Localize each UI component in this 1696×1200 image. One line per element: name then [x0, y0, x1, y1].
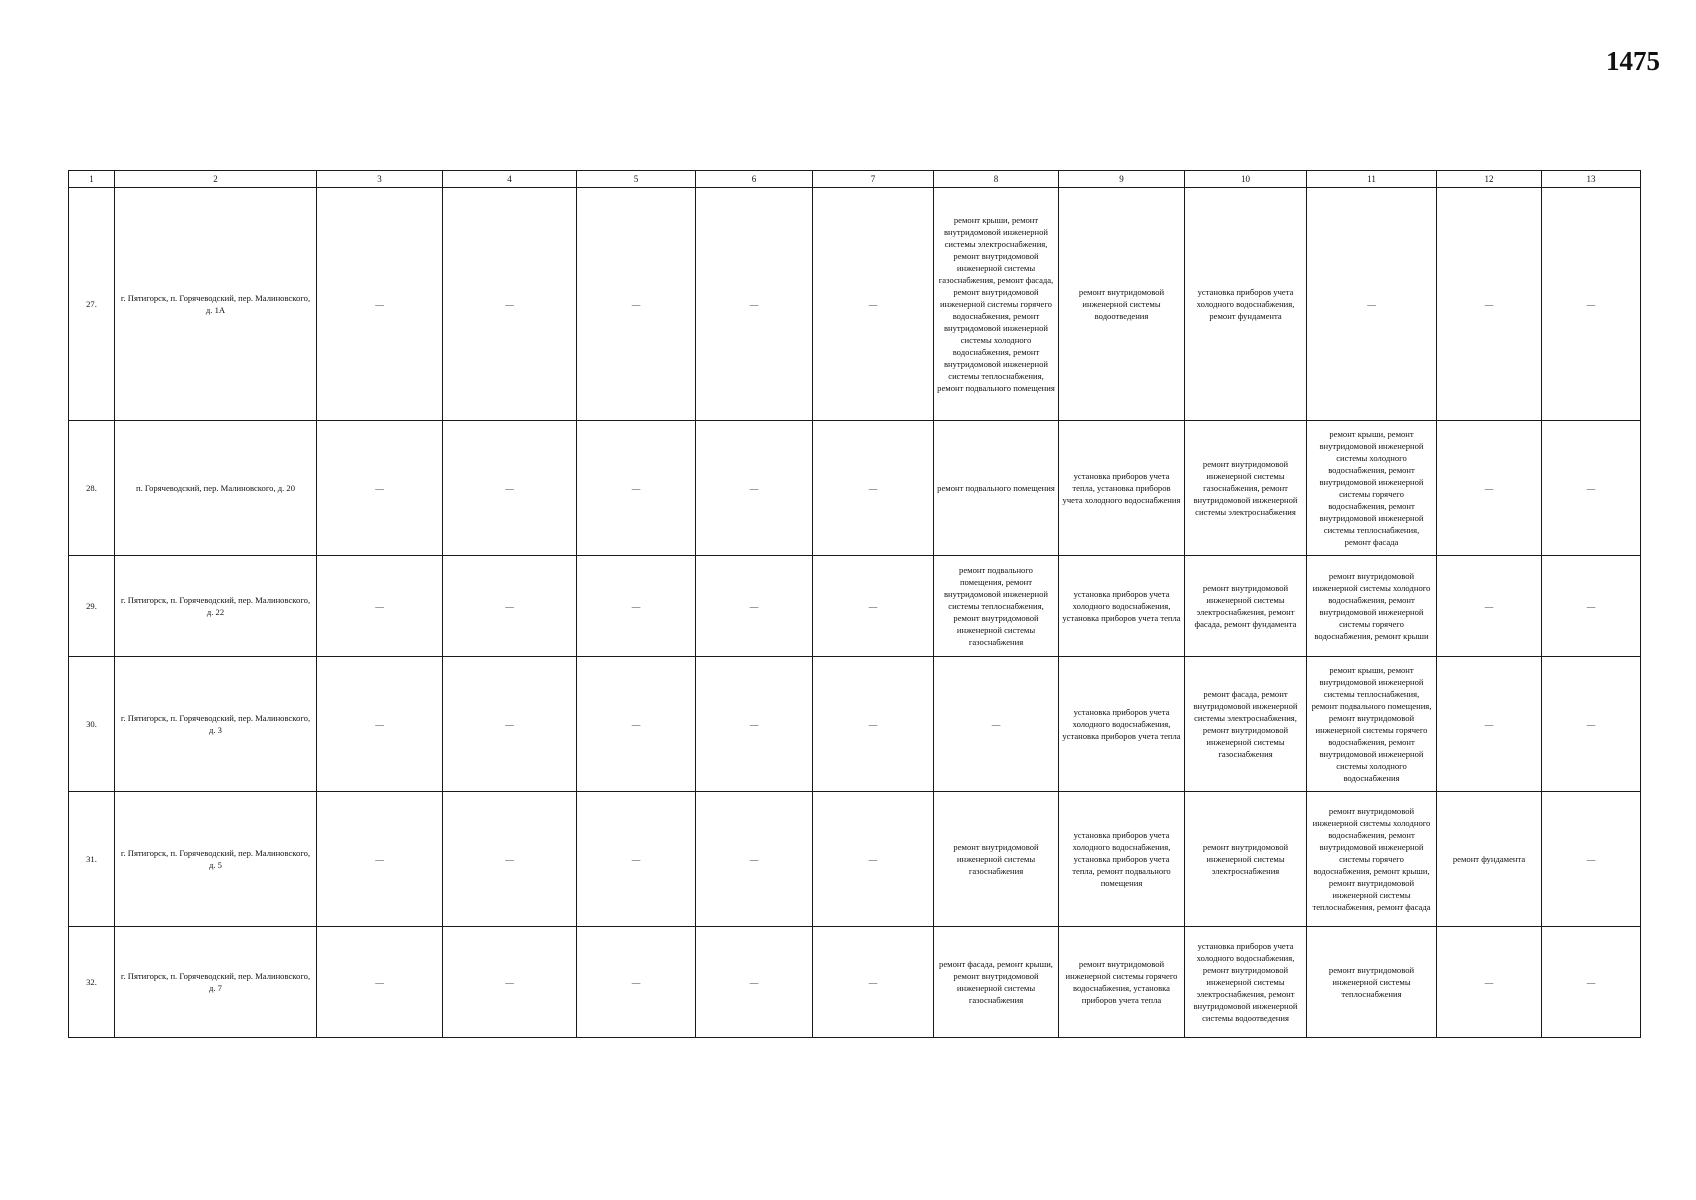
works-cell: ремонт крыши, ремонт внутридомовой инженерной системы холодного водоснабжения, ремонт внутридомовой инженерной системы горячего водоснабжения, ремонт внутридомовой инженерной системы теплоснабжения, ремонт фасада [1307, 421, 1437, 556]
dash-cell: — [696, 657, 813, 792]
works-cell: ремонт подвального помещения, ремонт внутридомовой инженерной системы теплоснабжения, ремонт внутридомовой инженерной системы газоснабжения [934, 556, 1059, 657]
dash-cell: — [577, 792, 696, 927]
dash-cell: — [813, 421, 934, 556]
column-header: 1 [69, 171, 115, 188]
table-row [69, 657, 1641, 792]
dash-cell: — [443, 657, 577, 792]
works-cell: — [1437, 657, 1542, 792]
dash-cell: — [577, 421, 696, 556]
works-cell: — [1437, 927, 1542, 1038]
works-cell: — [1437, 188, 1542, 421]
works-cell: ремонт внутридомовой инженерной системы газоснабжения, ремонт внутридомовой инженерной системы электроснабжения [1185, 421, 1307, 556]
row-number: 29. [69, 556, 115, 657]
table-row [69, 792, 1641, 927]
dash-cell: — [577, 556, 696, 657]
dash-cell: — [1542, 927, 1641, 1038]
column-header: 4 [443, 171, 577, 188]
dash-cell: — [443, 556, 577, 657]
works-cell: ремонт внутридомовой инженерной системы газоснабжения [934, 792, 1059, 927]
address-cell: г. Пятигорск, п. Горячеводский, пер. Малиновского, д. 1А [115, 188, 317, 421]
table-row [69, 556, 1641, 657]
dash-cell: — [317, 657, 443, 792]
address-cell: г. Пятигорск, п. Горячеводский, пер. Малиновского, д. 22 [115, 556, 317, 657]
dash-cell: — [443, 421, 577, 556]
works-cell: установка приборов учета холодного водоснабжения, установка приборов учета тепла [1059, 556, 1185, 657]
column-header: 11 [1307, 171, 1437, 188]
column-header: 7 [813, 171, 934, 188]
column-header: 10 [1185, 171, 1307, 188]
works-cell: ремонт внутридомовой инженерной системы горячего водоснабжения, установка приборов учета тепла [1059, 927, 1185, 1038]
works-cell: ремонт фундамента [1437, 792, 1542, 927]
dash-cell: — [813, 556, 934, 657]
dash-cell: — [443, 188, 577, 421]
header-row [69, 171, 1641, 188]
dash-cell: — [317, 421, 443, 556]
works-cell: ремонт внутридомовой инженерной системы холодного водоснабжения, ремонт внутридомовой инженерной системы горячего водоснабжения, ремонт крыши, ремонт внутридомовой инженерной системы теплоснабжения, ремонт фасада [1307, 792, 1437, 927]
dash-cell: — [696, 421, 813, 556]
works-cell: ремонт внутридомовой инженерной системы водоотведения [1059, 188, 1185, 421]
works-cell: ремонт внутридомовой инженерной системы теплоснабжения [1307, 927, 1437, 1038]
column-header: 13 [1542, 171, 1641, 188]
dash-cell: — [813, 927, 934, 1038]
dash-cell: — [813, 792, 934, 927]
row-number: 28. [69, 421, 115, 556]
dash-cell: — [577, 927, 696, 1038]
address-cell: г. Пятигорск, п. Горячеводский, пер. Малиновского, д. 7 [115, 927, 317, 1038]
dash-cell: — [1542, 556, 1641, 657]
dash-cell: — [443, 927, 577, 1038]
works-cell: установка приборов учета холодного водоснабжения, ремонт внутридомовой инженерной системы электроснабжения, ремонт внутридомовой инженерной системы водоотведения [1185, 927, 1307, 1038]
repair-schedule-table [68, 170, 1641, 1038]
dash-cell: — [577, 657, 696, 792]
page-number: 1475 [1606, 46, 1660, 76]
dash-cell: — [1542, 421, 1641, 556]
works-cell: ремонт подвального помещения [934, 421, 1059, 556]
dash-cell: — [813, 188, 934, 421]
works-cell: — [1307, 188, 1437, 421]
column-header: 3 [317, 171, 443, 188]
column-header: 8 [934, 171, 1059, 188]
works-cell: установка приборов учета холодного водоснабжения, ремонт фундамента [1185, 188, 1307, 421]
works-cell: — [934, 657, 1059, 792]
works-cell: — [1437, 421, 1542, 556]
address-cell: п. Горячеводский, пер. Малиновского, д. 20 [115, 421, 317, 556]
dash-cell: — [317, 927, 443, 1038]
dash-cell: — [696, 792, 813, 927]
column-header: 12 [1437, 171, 1542, 188]
works-cell: установка приборов учета тепла, установка приборов учета холодного водоснабжения [1059, 421, 1185, 556]
dash-cell: — [696, 927, 813, 1038]
row-number: 27. [69, 188, 115, 421]
dash-cell: — [813, 657, 934, 792]
dash-cell: — [1542, 792, 1641, 927]
works-cell: установка приборов учета холодного водоснабжения, установка приборов учета тепла, ремонт подвального помещения [1059, 792, 1185, 927]
works-cell: установка приборов учета холодного водоснабжения, установка приборов учета тепла [1059, 657, 1185, 792]
dash-cell: — [696, 188, 813, 421]
table-row [69, 421, 1641, 556]
address-cell: г. Пятигорск, п. Горячеводский, пер. Малиновского, д. 5 [115, 792, 317, 927]
dash-cell: — [317, 556, 443, 657]
dash-cell: — [443, 792, 577, 927]
table-row [69, 188, 1641, 421]
dash-cell: — [1542, 657, 1641, 792]
works-cell: ремонт крыши, ремонт внутридомовой инженерной системы теплоснабжения, ремонт подвального помещения, ремонт внутридомовой инженерной системы горячего водоснабжения, ремонт внутридомовой инженерной системы холодного водоснабжения [1307, 657, 1437, 792]
dash-cell: — [317, 792, 443, 927]
works-cell: ремонт фасада, ремонт внутридомовой инженерной системы электроснабжения, ремонт внутридомовой инженерной системы газоснабжения [1185, 657, 1307, 792]
column-header: 5 [577, 171, 696, 188]
dash-cell: — [1542, 188, 1641, 421]
column-header: 2 [115, 171, 317, 188]
works-cell: ремонт крыши, ремонт внутридомовой инженерной системы электроснабжения, ремонт внутридомовой инженерной системы газоснабжения, ремонт фасада, ремонт внутридомовой инженерной системы горячего водоснабжения, ремонт внутридомовой инженерной системы холодного водоснабжения, ремонт внутридомовой инженерной системы теплоснабжения, ремонт подвального помещения [934, 188, 1059, 421]
column-header: 9 [1059, 171, 1185, 188]
row-number: 31. [69, 792, 115, 927]
works-cell: ремонт фасада, ремонт крыши, ремонт внутридомовой инженерной системы газоснабжения [934, 927, 1059, 1038]
dash-cell: — [696, 556, 813, 657]
works-cell: ремонт внутридомовой инженерной системы электроснабжения [1185, 792, 1307, 927]
dash-cell: — [577, 188, 696, 421]
works-cell: ремонт внутридомовой инженерной системы холодного водоснабжения, ремонт внутридомовой инженерной системы горячего водоснабжения, ремонт крыши [1307, 556, 1437, 657]
dash-cell: — [317, 188, 443, 421]
works-cell: — [1437, 556, 1542, 657]
row-number: 30. [69, 657, 115, 792]
row-number: 32. [69, 927, 115, 1038]
address-cell: г. Пятигорск, п. Горячеводский, пер. Малиновского, д. 3 [115, 657, 317, 792]
works-cell: ремонт внутридомовой инженерной системы электроснабжения, ремонт фасада, ремонт фундамента [1185, 556, 1307, 657]
table-row [69, 927, 1641, 1038]
column-header: 6 [696, 171, 813, 188]
